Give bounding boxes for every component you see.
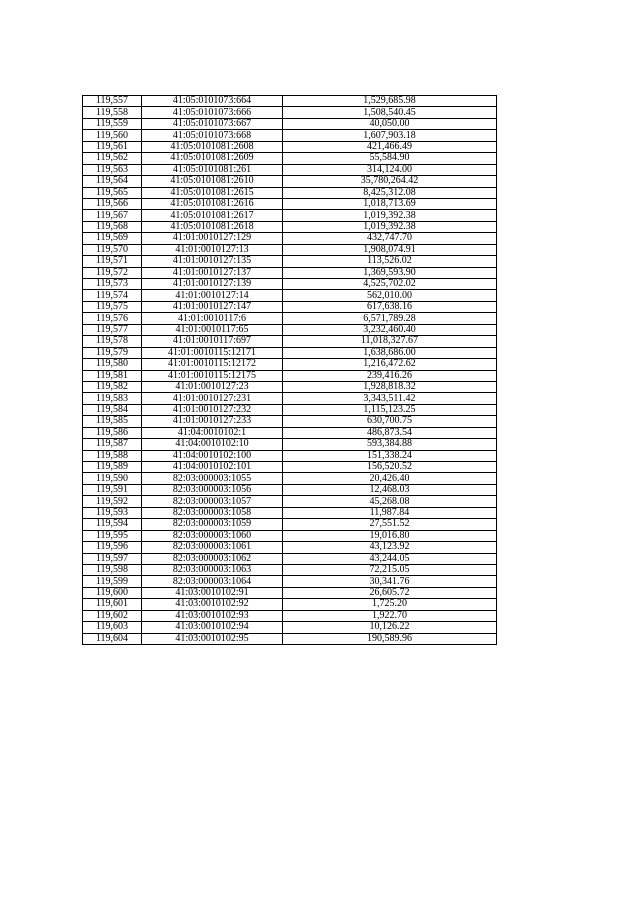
table-row [83,176,497,187]
row-number-cell: 119,583 [83,393,142,404]
table-row [83,290,497,301]
table-row [83,141,497,152]
row-number-cell: 119,573 [83,279,142,290]
cadastral-number-cell: 41:05:0101081:2610 [142,176,283,187]
cadastral-number-cell: 82:03:000003:1057 [142,496,283,507]
table-row [83,450,497,461]
table-row [83,313,497,324]
row-number-cell: 119,566 [83,198,142,209]
table-row [83,279,497,290]
row-number-cell: 119,558 [83,107,142,118]
cadastral-number-cell: 82:03:000003:1062 [142,553,283,564]
value-cell: 630,700.75 [283,416,497,427]
table-row [83,347,497,358]
value-cell: 1,908,074.91 [283,244,497,255]
row-number-cell: 119,559 [83,118,142,129]
table-row [83,198,497,209]
row-number-cell: 119,568 [83,221,142,232]
cadastral-number-cell: 41:01:0010127:23 [142,381,283,392]
cadastral-number-cell: 41:01:0010127:232 [142,404,283,415]
row-number-cell: 119,599 [83,576,142,587]
value-cell: 30,341.76 [283,576,497,587]
row-number-cell: 119,567 [83,210,142,221]
table-row [83,96,497,107]
cadastral-number-cell: 82:03:000003:1055 [142,473,283,484]
cadastral-number-cell: 41:05:0101081:261 [142,164,283,175]
cadastral-number-cell: 41:05:0101081:2615 [142,187,283,198]
cadastral-number-cell: 41:03:0010102:95 [142,633,283,644]
cadastral-number-cell: 82:03:000003:1061 [142,542,283,553]
cadastral-number-cell: 41:01:0010127:147 [142,301,283,312]
cadastral-number-cell: 41:05:0101081:2608 [142,141,283,152]
cadastral-number-cell: 41:01:0010115:12171 [142,347,283,358]
row-number-cell: 119,594 [83,519,142,530]
row-number-cell: 119,592 [83,496,142,507]
row-number-cell: 119,587 [83,439,142,450]
cadastral-number-cell: 41:03:0010102:93 [142,610,283,621]
value-cell: 26,605.72 [283,587,497,598]
cadastral-number-cell: 41:05:0101081:2618 [142,221,283,232]
cadastral-number-cell: 41:01:0010127:14 [142,290,283,301]
table-row [83,370,497,381]
value-cell: 45,268.08 [283,496,497,507]
table-row [83,107,497,118]
cadastral-number-cell: 82:03:000003:1059 [142,519,283,530]
table-row [83,233,497,244]
row-number-cell: 119,584 [83,404,142,415]
row-number-cell: 119,561 [83,141,142,152]
row-number-cell: 119,597 [83,553,142,564]
table-row [83,633,497,644]
value-cell: 8,425,312.08 [283,187,497,198]
cadastral-number-cell: 41:05:0101073:667 [142,118,283,129]
cadastral-number-cell: 41:05:0101073:668 [142,130,283,141]
row-number-cell: 119,585 [83,416,142,427]
row-number-cell: 119,589 [83,462,142,473]
table-row [83,416,497,427]
value-cell: 113,526.02 [283,256,497,267]
table-row [83,301,497,312]
table-row [83,496,497,507]
value-cell: 314,124.00 [283,164,497,175]
value-cell: 593,384.88 [283,439,497,450]
value-cell: 19,016.80 [283,530,497,541]
row-number-cell: 119,564 [83,176,142,187]
table-row [83,519,497,530]
table-row [83,610,497,621]
table-row [83,439,497,450]
table-row [83,118,497,129]
row-number-cell: 119,582 [83,381,142,392]
table-row [83,210,497,221]
cadastral-number-cell: 41:01:0010127:137 [142,267,283,278]
cadastral-number-cell: 41:01:0010117:6 [142,313,283,324]
cadastral-number-cell: 41:05:0101073:664 [142,96,283,107]
row-number-cell: 119,570 [83,244,142,255]
table-row [83,622,497,633]
value-cell: 3,343,511.42 [283,393,497,404]
value-cell: 1,529,685.98 [283,96,497,107]
table-row [83,130,497,141]
value-cell: 617,638.16 [283,301,497,312]
row-number-cell: 119,600 [83,587,142,598]
table-row [83,324,497,335]
value-cell: 421,466.49 [283,141,497,152]
value-cell: 1,115,123.25 [283,404,497,415]
value-cell: 12,468.03 [283,484,497,495]
value-cell: 20,426.40 [283,473,497,484]
value-cell: 35,780,264.42 [283,176,497,187]
cadastral-number-cell: 41:03:0010102:94 [142,622,283,633]
row-number-cell: 119,574 [83,290,142,301]
cadastral-number-cell: 41:04:0010102:100 [142,450,283,461]
cadastral-number-cell: 41:01:0010117:65 [142,324,283,335]
row-number-cell: 119,576 [83,313,142,324]
cadastral-number-cell: 41:01:0010127:13 [142,244,283,255]
value-cell: 1,922.70 [283,610,497,621]
cadastral-number-cell: 41:01:0010117:697 [142,336,283,347]
value-cell: 3,232,460.40 [283,324,497,335]
row-number-cell: 119,602 [83,610,142,621]
cadastral-number-cell: 41:01:0010127:231 [142,393,283,404]
row-number-cell: 119,571 [83,256,142,267]
table-row [83,507,497,518]
value-cell: 1,018,713.69 [283,198,497,209]
row-number-cell: 119,593 [83,507,142,518]
value-cell: 55,584.90 [283,153,497,164]
value-cell: 486,873.54 [283,427,497,438]
table-row [83,164,497,175]
value-cell: 190,589.96 [283,633,497,644]
table-row [83,404,497,415]
row-number-cell: 119,604 [83,633,142,644]
cadastral-number-cell: 41:05:0101081:2617 [142,210,283,221]
cadastral-number-cell: 41:05:0101081:2616 [142,198,283,209]
row-number-cell: 119,579 [83,347,142,358]
value-cell: 1,607,903.18 [283,130,497,141]
table-row [83,153,497,164]
cadastral-number-cell: 82:03:000003:1064 [142,576,283,587]
row-number-cell: 119,569 [83,233,142,244]
cadastral-number-cell: 82:03:000003:1056 [142,484,283,495]
table-row [83,244,497,255]
row-number-cell: 119,565 [83,187,142,198]
value-cell: 6,571,789.28 [283,313,497,324]
row-number-cell: 119,586 [83,427,142,438]
cadastral-number-cell: 41:01:0010115:12175 [142,370,283,381]
table-row [83,267,497,278]
cadastral-number-cell: 41:01:0010115:12172 [142,359,283,370]
table-row [83,599,497,610]
row-number-cell: 119,557 [83,96,142,107]
table-row [83,587,497,598]
registry-table [82,95,497,645]
cadastral-number-cell: 41:04:0010102:10 [142,439,283,450]
table-row [83,564,497,575]
cadastral-number-cell: 41:03:0010102:91 [142,587,283,598]
table-row [83,542,497,553]
value-cell: 27,551.52 [283,519,497,530]
value-cell: 156,520.52 [283,462,497,473]
cadastral-number-cell: 41:04:0010102:1 [142,427,283,438]
table-row [83,473,497,484]
cadastral-number-cell: 82:03:000003:1063 [142,564,283,575]
value-cell: 1,928,818.32 [283,381,497,392]
value-cell: 43,244.05 [283,553,497,564]
table-row [83,484,497,495]
cadastral-number-cell: 41:01:0010127:233 [142,416,283,427]
table-row [83,381,497,392]
table-row [83,393,497,404]
value-cell: 1,019,392.38 [283,210,497,221]
value-cell: 4,525,702.02 [283,279,497,290]
row-number-cell: 119,598 [83,564,142,575]
row-number-cell: 119,580 [83,359,142,370]
value-cell: 1,638,686.00 [283,347,497,358]
cadastral-number-cell: 41:05:0101081:2609 [142,153,283,164]
cadastral-number-cell: 82:03:000003:1058 [142,507,283,518]
value-cell: 1,019,392.38 [283,221,497,232]
value-cell: 1,725.20 [283,599,497,610]
value-cell: 562,010.00 [283,290,497,301]
cadastral-number-cell: 41:01:0010127:135 [142,256,283,267]
cadastral-number-cell: 41:01:0010127:129 [142,233,283,244]
table-row [83,462,497,473]
value-cell: 72,215.05 [283,564,497,575]
row-number-cell: 119,595 [83,530,142,541]
value-cell: 432,747.70 [283,233,497,244]
cadastral-number-cell: 82:03:000003:1060 [142,530,283,541]
table-row [83,359,497,370]
row-number-cell: 119,572 [83,267,142,278]
value-cell: 1,508,540.45 [283,107,497,118]
row-number-cell: 119,591 [83,484,142,495]
row-number-cell: 119,603 [83,622,142,633]
row-number-cell: 119,590 [83,473,142,484]
cadastral-number-cell: 41:01:0010127:139 [142,279,283,290]
table-row [83,576,497,587]
row-number-cell: 119,601 [83,599,142,610]
row-number-cell: 119,575 [83,301,142,312]
table-row [83,427,497,438]
cadastral-number-cell: 41:03:0010102:92 [142,599,283,610]
registry-table-body [83,96,497,645]
row-number-cell: 119,581 [83,370,142,381]
value-cell: 1,216,472.62 [283,359,497,370]
value-cell: 10,126.22 [283,622,497,633]
value-cell: 239,416.26 [283,370,497,381]
row-number-cell: 119,560 [83,130,142,141]
table-row [83,336,497,347]
value-cell: 1,369,593.90 [283,267,497,278]
table-row [83,553,497,564]
row-number-cell: 119,563 [83,164,142,175]
row-number-cell: 119,588 [83,450,142,461]
table-row [83,187,497,198]
row-number-cell: 119,562 [83,153,142,164]
cadastral-number-cell: 41:05:0101073:666 [142,107,283,118]
value-cell: 40,050.00 [283,118,497,129]
value-cell: 151,338.24 [283,450,497,461]
cadastral-number-cell: 41:04:0010102:101 [142,462,283,473]
row-number-cell: 119,577 [83,324,142,335]
table-row [83,256,497,267]
value-cell: 43,123.92 [283,542,497,553]
value-cell: 11,018,327.67 [283,336,497,347]
table-row [83,530,497,541]
value-cell: 11,987.84 [283,507,497,518]
row-number-cell: 119,596 [83,542,142,553]
table-row [83,221,497,232]
row-number-cell: 119,578 [83,336,142,347]
